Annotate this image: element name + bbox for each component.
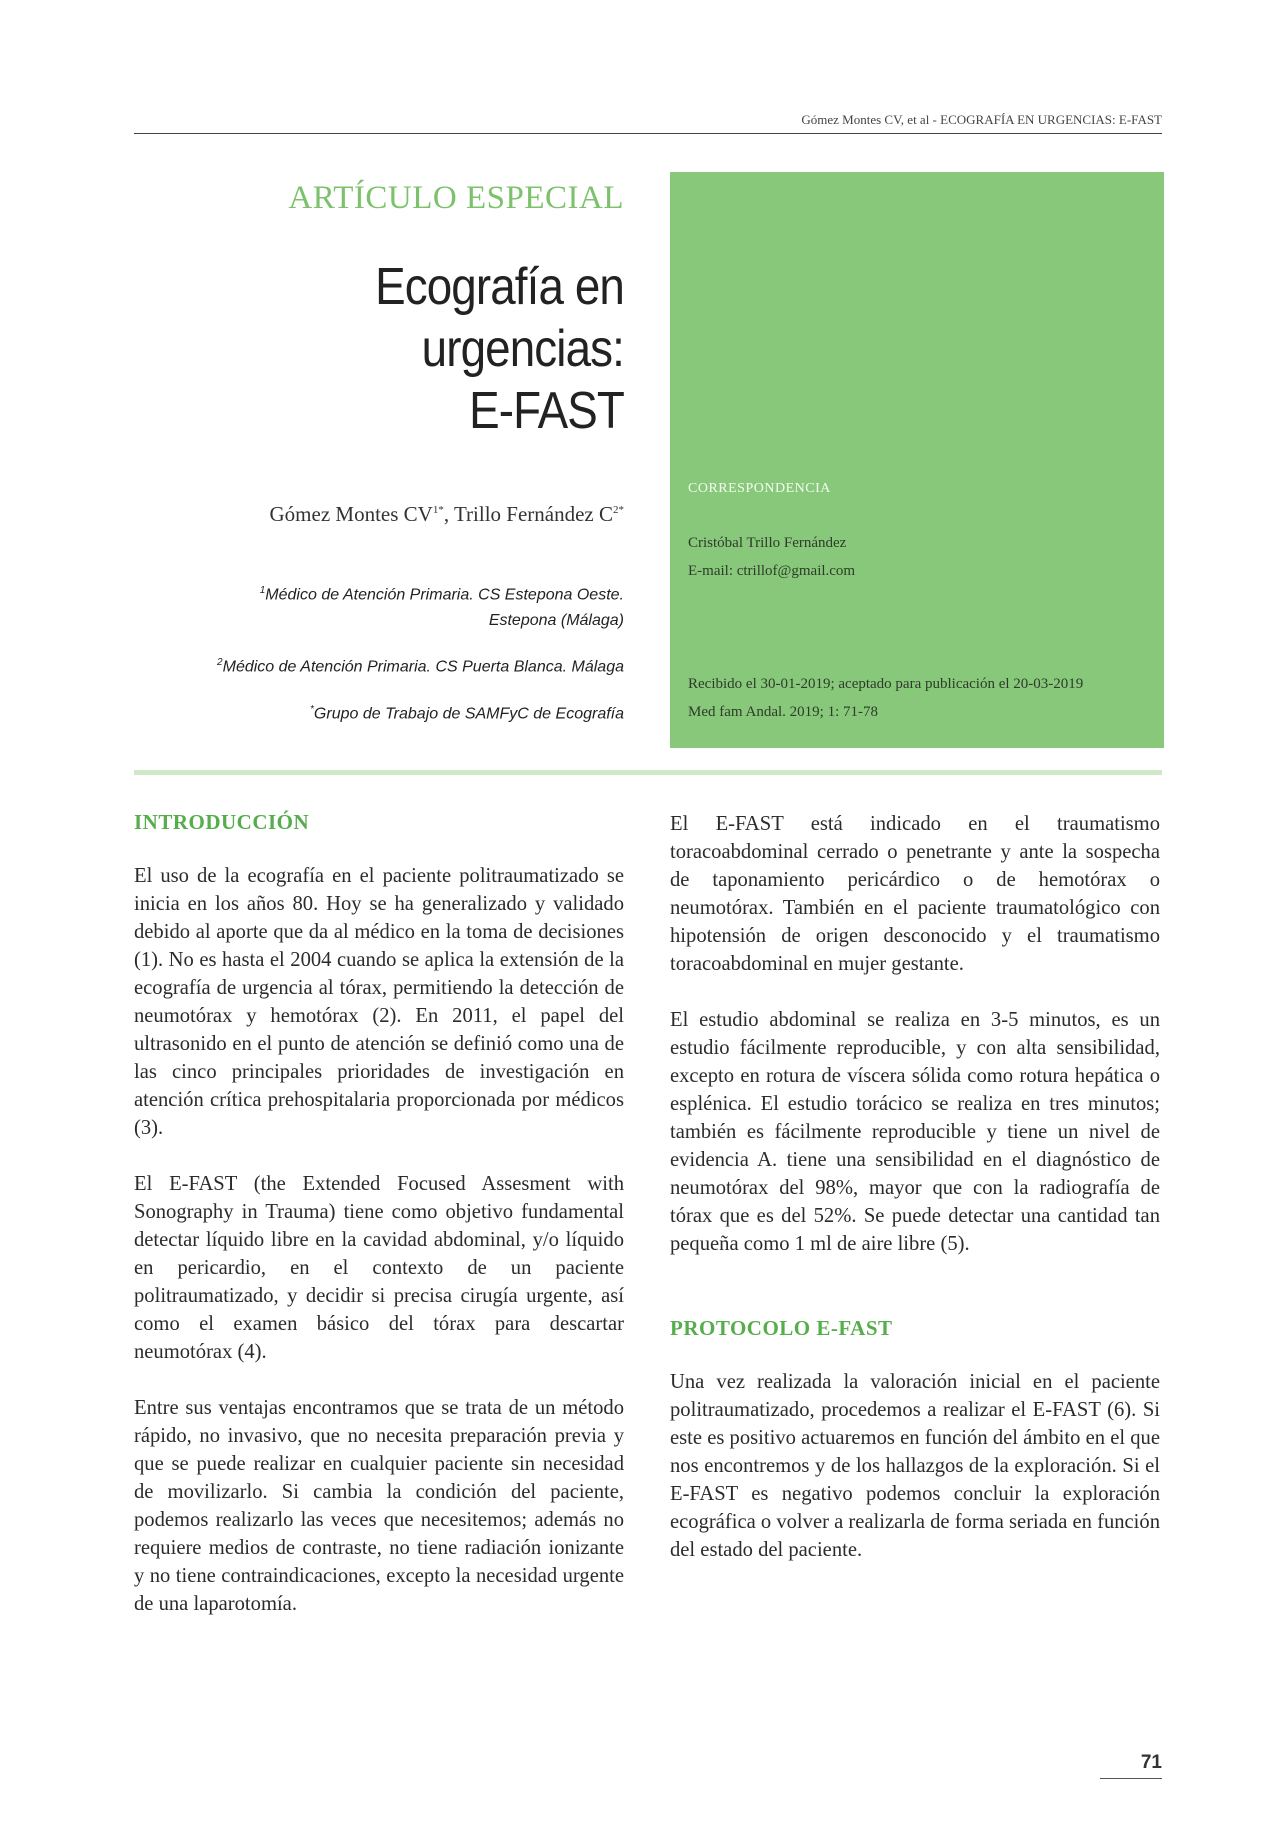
section-separator — [134, 770, 1162, 775]
left-column — [134, 808, 624, 1646]
protocol-paragraph: Una vez realizada la valoración inicial en el paciente politraumatizado, procedemos a realizar el E-FAST (6). Si este es positivo actuaremos en función del ámbito en el que nos encontremos y de los hallazgos de la exploración. Si el E-FAST es negativo podemos concluir la exploración ecográfica o volver a realizarla de forma seriada en función del estado del paciente. — [670, 1371, 1160, 1561]
affiliation-2-mark: 2 — [217, 657, 223, 668]
received-dates: Recibido el 30-01-2019; aceptado para publicación el 20-03-2019 — [688, 676, 1084, 692]
right-column — [670, 810, 1160, 1592]
affiliation-2-text: Médico de Atención Primaria. CS Puerta Blanca. Málaga — [222, 658, 624, 676]
author-2-mark: 2* — [613, 504, 624, 516]
author-2: , Trillo Fernández C — [443, 502, 613, 526]
authors — [134, 502, 624, 527]
intro-paragraph-1: El uso de la ecografía en el paciente politraumatizado se inicia en los años 80. Hoy se ha generalizado y validado debido al aporte que da al médico en la toma de decisiones (1). No es hasta el 2004 cuando se aplica la extensión de la ecografía de urgencia al tórax, permitiendo la detección de neumotórax y hemotórax (2). En 2011, el papel del ultrasonido en el punto de atención se definió como una de las cinco principales prioridades de investigación en atención crítica prehospitalaria proporcionada por médicos (3). — [134, 865, 624, 1139]
affiliation-3-text: Grupo de Trabajo de SAMFyC de Ecografía — [313, 705, 624, 723]
footer-rule — [1100, 1778, 1162, 1779]
affiliation-1-mark: 1 — [259, 585, 266, 596]
running-head: Gómez Montes CV, et al - ECOGRAFÍA EN URGENCIAS: E-FAST — [801, 112, 1162, 127]
title-line-1: Ecografía en urgencias: — [375, 258, 624, 378]
affiliation-1 — [134, 578, 624, 634]
header-rule — [134, 133, 1162, 134]
affiliation-3 — [134, 697, 624, 727]
page-number: 71 — [1140, 1752, 1162, 1773]
heading-protocolo: PROTOCOLO E-FAST — [670, 1316, 893, 1340]
author-1-mark: 1* — [432, 504, 444, 516]
correspondence-name: Cristóbal Trillo Fernández — [688, 535, 847, 551]
intro-paragraph-3: Entre sus ventajas encontramos que se trata de un método rápido, no invasivo, que no necesita preparación previa y que se puede realizar en cualquier paciente sin necesidad de movilizarlo. Si cambia la condición del paciente, podemos realizarlo las veces que necesitemos; además no requiere medios de contraste, no tiene radiación ionizante y no tiene contraindicaciones, excepto la necesidad urgente de una laparotomía. — [134, 1397, 624, 1615]
correspondence-email[interactable]: E-mail: ctrillof@gmail.com — [688, 563, 856, 579]
heading-introduccion: INTRODUCCIÓN — [134, 810, 310, 834]
journal-citation: Med fam Andal. 2019; 1: 71-78 — [688, 704, 878, 720]
study-paragraph: El estudio abdominal se realiza en 3-5 minutos, es un estudio fácilmente reproducible, y con alta sensibilidad, excepto en rotura de víscera sólida como rotura hepática o esplénica. El estudio torácico se realiza en tres minutos; también es fácilmente reproducible y tiene un nivel de evidencia A. tiene una sensibilidad en el diagnóstico de neumotórax del 98%, mayor que con la radiografía de tórax que es del 52%. Se puede detectar una cantidad tan pequeña como 1 ml de aire libre (5). — [670, 1009, 1160, 1255]
affiliation-3-mark: * — [310, 704, 314, 715]
indications-paragraph: El E-FAST está indicado en el traumatismo toracoabdominal cerrado o penetrante y ante la sospecha de taponamiento pericárdico o de hemotórax o neumotórax. También en el paciente traumatológico con hipotensión de origen desconocido y el traumatismo toracoabdominal en mujer gestante. — [670, 813, 1160, 975]
intro-paragraph-2: El E-FAST (the Extended Focused Assesment with Sonography in Trauma) tiene como objetivo fundamental detectar líquido libre en la cavidad abdominal, y/o líquido en pericardio, en el contexto de un paciente politraumatizado, y decidir si precisa cirugía urgente, así como el examen básico del tórax para descartar neumotórax (4). — [134, 1173, 624, 1363]
article-title — [175, 256, 624, 442]
title-line-2: E-FAST — [469, 382, 624, 440]
author-1: Gómez Montes CV — [269, 502, 433, 526]
correspondence-box — [670, 172, 1164, 748]
affiliation-2 — [134, 650, 624, 680]
article-type: ARTÍCULO ESPECIAL — [288, 180, 624, 216]
affiliation-1-line-2: Estepona (Málaga) — [488, 612, 624, 630]
correspondence-heading: CORRESPONDENCIA — [688, 481, 831, 496]
affiliation-1-line-1: Médico de Atención Primaria. CS Estepona Oeste. — [265, 586, 624, 604]
